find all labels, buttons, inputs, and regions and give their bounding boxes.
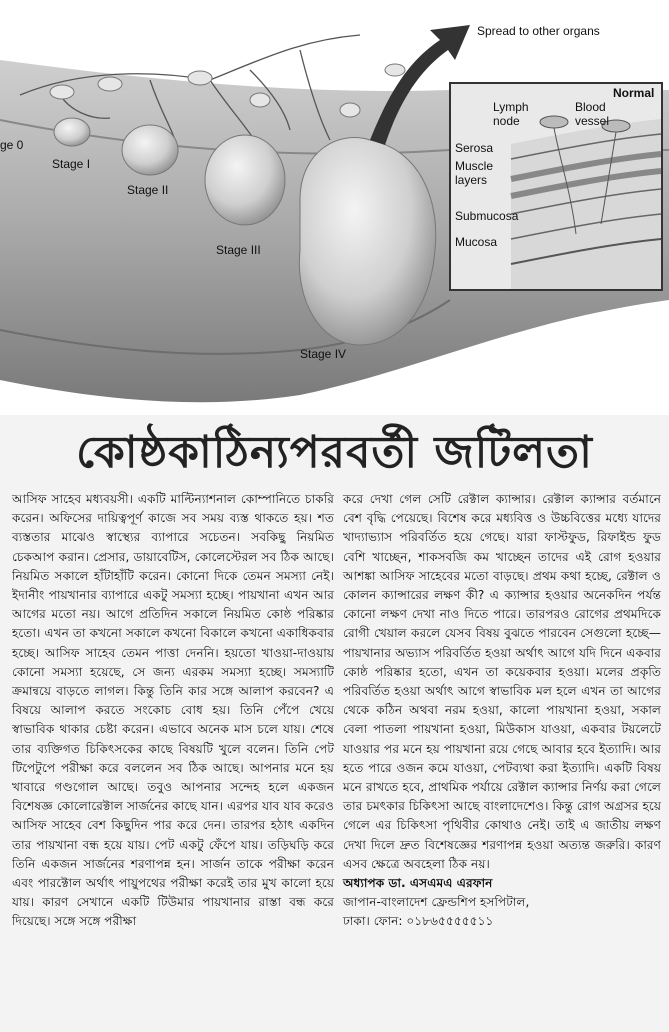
article-right-column bbox=[343, 490, 661, 932]
inset-title: Normal bbox=[613, 86, 655, 100]
tumor-stage-2 bbox=[122, 125, 178, 175]
article-headline: কোষ্ঠকাঠিন্যপরবর্তী জটিলতা bbox=[76, 427, 593, 478]
normal-layers-inset bbox=[449, 82, 663, 291]
mucosa-label: Mucosa bbox=[455, 235, 498, 249]
stage-2-label: Stage II bbox=[127, 183, 169, 197]
stage-0-label: ge 0 bbox=[0, 138, 24, 152]
tumor-stage-3 bbox=[205, 135, 285, 225]
author-contact: ঢাকা। ফোন: ০১৮৬৫৫৫৫৫১১ bbox=[343, 914, 494, 929]
left-column-text: আসিফ সাহেব মধ্যবয়সী। একটি মাল্টিন্যাশনাল কোম্পানিতে চাকরি করেন। অফিসের দায়িত্বপূর্ণ কাজে সব সময় ব্যস্ত থাকতে হয়। শত ব্যস্ততার মাঝেও স্বাস্থ্যের ব্যাপারে সচেতন। সবকিছু নিয়মিত চেকআপ করান। প্রেসার, ডায়াবেটিস, কোলেস্টেরল সব ঠিক আছে। নিয়মিত সকালে হাঁটাহাঁটি করেন। কোনো দিকে তেমন সমস্যা নেই। ইদানীং পায়খানার ব্যাপারে একটু সমস্যা হচ্ছে। পায়খানা এখন আর আগের মতো নয়। আগে প্রতিদিন সকালে নিয়মিত কোষ্ঠ পরিষ্কার হতো। এখন তা কখনো সকালে কখনো বিকালে কখনো একাধিকবার হচ্ছে। আসিফ সাহেব তেমন পাত্তা দেননি। হয়তো খাওয়া-দাওয়ায় কোনো সমস্যা হয়েছে, সে জন্য এরকম সমস্যা হচ্ছে। সমস্যাটি ক্রমান্বয়ে বাড়তে লাগল। কিন্তু তিনি কার সঙ্গে আলাপ করবেন? এ বিষয়ে আলাপ করতে সংকোচ বোধ হয়। তিনি পেঁপে খেয়ে স্বাভাবিক থাকার চেষ্টা করেন। এভাবে অনেক মাস চলে যায়। শেষে তার ব্যক্তিগত চিকিৎসকের কাছে বিষয়টি খুলে বলেন। তিনি পেট টিপেটুপে পরীক্ষা করে বললেন সব ঠিক আছে। আপনার মনে হয় খাবারে গণ্ডগোল আছে। তবুও আপনার সন্দেহ হলে একজন বিশেষজ্ঞ কোলোরেক্টাল সার্জনের কাছে যান। এরপর যাব যাব করেও আসিফ সাহেব বেশ কিছুদিন পার করে দেন। তারপর হঠাৎ একদিন তার পায়খানা বন্ধ হয়ে যায়। পেট একটু ফেঁপে যায়। তড়িঘড়ি করে তিনি একজন সার্জনের শরণাপন্ন হন। সার্জন তাকে পরীক্ষা করেন এবং পারক্টোল অর্থাৎ পায়ুপথের পরীক্ষা করেই তার মুখ কালো হয়ে যায়। কারণ সেখানে একটি টিউমার পায়খানার রাস্তা বন্ধ করে দিয়েছে। সঙ্গে সঙ্গে পরীক্ষা bbox=[12, 492, 334, 929]
author-name: অধ্যাপক ডা. এসএমএ এরফান bbox=[343, 876, 493, 891]
lymph-node-label: Lymph node bbox=[493, 100, 529, 128]
stage-3-label: Stage III bbox=[216, 243, 261, 257]
stage-4-label: Stage IV bbox=[300, 347, 347, 361]
tumor-stage-1 bbox=[54, 118, 90, 146]
right-column-text: করে দেখা গেল সেটি রেক্টাল ক্যান্সার। রেক্টাল ক্যান্সার বর্তমানে বেশ বৃদ্ধি পেয়েছে। বিশেষ করে মধ্যবিত্ত ও উচ্চবিত্তের মধ্যে যাদের খাদ্যাভ্যাস পরিবর্তিত হয়ে গেছে। যারা ফাস্টফুড, রিফাইন্ড ফুড বেশি খাচ্ছেন, শাকসবজি কম খাচ্ছেন তাদের এই রোগ হওয়ার আশঙ্কা আসিফ সাহেবের মতো বাড়ছে। প্রথম কথা হচ্ছে, রেক্টাল ও কোলন ক্যান্সারের লক্ষণ কী? এ ক্যান্সার হওয়ার অনেকদিন পর্যন্ত কোনো লক্ষণ দেখা নাও দিতে পারে। তারপরও রোগের প্রথমদিকে রোগী খেয়াল করলে যেসব বিষয় বুঝতে পারবেন সেগুলো হচ্ছে—পায়খানার অভ্যাস পরিবর্তিত হওয়া অর্থাৎ আগে যদি দিনে একবার কোষ্ঠ পরিষ্কার হতো, এখন তা কয়েকবার হওয়া। মলের প্রকৃতি পরিবর্তিত হওয়া অর্থাৎ আগে স্বাভাবিক মল হলে এখন তা আগের থেকে কঠিন অথবা নরম হওয়া, কালো পায়খানা হওয়া, সকাল বেলা পাতলা পায়খানা হওয়া, মিউকাস যাওয়া, একবার টয়লেটে যাওয়ার পর মনে হয় পায়খানা রয়ে গেছে আবার হবে ইত্যাদি। আর হতে পারে ওজন কমে যাওয়া, পেটব্যথা করা ইত্যাদি। একটি বিষয় মনে রাখতে হবে, প্রাথমিক পর্যায়ে রেক্টাল ক্যান্সার নির্ণয় করা গেলে তার চমৎকার চিকিৎসা আছে বাংলাদেশেও। কিন্তু রোগ অগ্রসর হয়ে গেলে এর চিকিৎসা পৃথিবীর কোথাও নেই। তাই এ জাতীয় লক্ষণ দেখা দিলে দ্রুত বিশেষজ্ঞের শরণাপন্ন হওয়া অত্যন্ত জরুরি। কারণ এসব ক্ষেত্রে অবহেলা ঠিক নয়। bbox=[343, 492, 661, 871]
spread-label: Spread to other organs bbox=[477, 24, 600, 38]
colon-cancer-illustration bbox=[0, 0, 669, 415]
article-left-column bbox=[12, 490, 334, 932]
muscle-layers-label: Muscle layers bbox=[455, 159, 494, 187]
stage-1-label: Stage I bbox=[52, 157, 91, 171]
author-affiliation: জাপান-বাংলাদেশ ফ্রেন্ডশিপ হসপিটাল, bbox=[343, 895, 530, 910]
blood-vessel-label: Blood vessel bbox=[575, 100, 610, 128]
submucosa-label: Submucosa bbox=[455, 209, 519, 223]
tumor-stage-4 bbox=[299, 138, 435, 346]
serosa-label: Serosa bbox=[455, 141, 494, 155]
